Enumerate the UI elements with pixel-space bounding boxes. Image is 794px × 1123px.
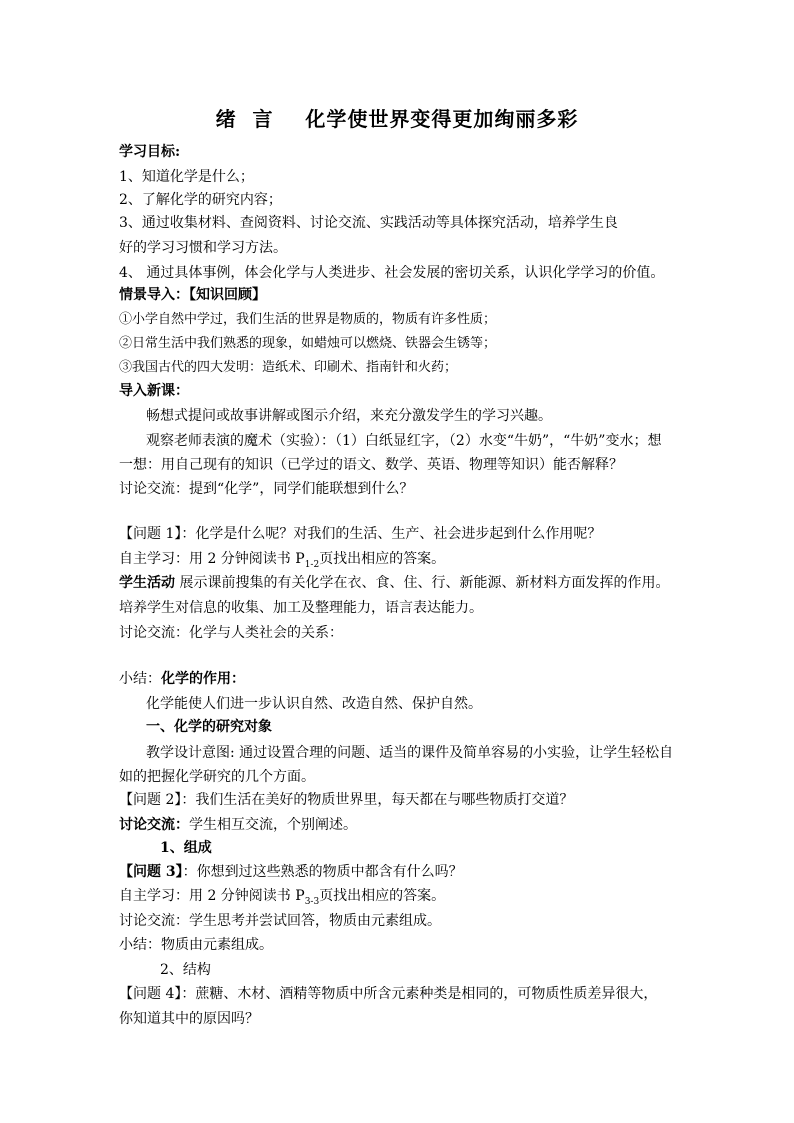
- scene-heading: 情景导入：【知识回顾】: [119, 287, 266, 303]
- review-item: ②日常生活中我们熟悉的现象，如蜡烛可以燃烧、铁器会生锈等；: [119, 336, 497, 351]
- q3-discussion: 讨论交流：学生思考并尝试回答，物质由元素组成。: [119, 913, 441, 929]
- goal-item: 好的学习习惯和学习方法。: [119, 240, 287, 256]
- page-range: 1-2: [304, 559, 320, 570]
- goal-item: 3、通过收集材料、查阅资料、讨论交流、实践活动等具体探究活动，培养学生良: [119, 215, 618, 231]
- q2-discussion: 讨论交流：学生相互交流，个别阐述。: [119, 817, 357, 833]
- document-title: 绪 言 化学使世界变得更加绚丽多彩: [215, 107, 579, 131]
- q1-discussion: 讨论交流：化学与人类社会的关系：: [119, 625, 343, 641]
- intro-paragraph: 一想：用自己现有的知识（已学过的语文、数学、英语、物理等知识）能否解释？: [119, 457, 623, 473]
- q3-summary: 小结：物质由元素组成。: [119, 937, 273, 953]
- question-2: 【问题 2】：我们生活在美好的物质世界里，每天都在与哪些物质打交道？: [119, 792, 574, 808]
- question-1: 【问题 1】：化学是什么呢？对我们的生活、生产、社会进步起到什么作用呢？: [119, 526, 602, 542]
- summary-text: 化学能使人们进一步认识自然、改造自然、保护自然。: [146, 696, 482, 712]
- review-item: ①小学自然中学过，我们生活的世界是物质的，物质有许多性质；: [119, 312, 497, 327]
- goal-item: 2、了解化学的研究内容；: [119, 192, 282, 208]
- self-study: 自主学习：用 2 分钟阅读书 $P_{1-2}$页找出相应的答案。: [119, 551, 446, 570]
- student-activity: 学生活动 展示课前搜集的有关化学在衣、食、住、行、新能源、新材料方面发挥的作用。: [119, 575, 670, 591]
- question-3: 【问题 3】：你想到过这些熟悉的物质中都含有什么吗？: [119, 864, 463, 880]
- page-range: 3-3: [304, 896, 320, 907]
- question-4: 【问题 4】：蔗糖、木材、酒精等物质中所含元素种类是相同的，可物质性质差异很大，: [119, 986, 658, 1002]
- self-study: 自主学习：用 2 分钟阅读书 $P_{3-3}$页找出相应的答案。: [119, 888, 446, 907]
- intro-paragraph: 畅想式提问或故事讲解或图示介绍，来充分激发学生的学习兴趣。: [146, 408, 552, 424]
- intro-heading: 导入新课：: [119, 383, 189, 399]
- student-activity: 培养学生对信息的收集、加工及整理能力，语言表达能力。: [119, 600, 483, 616]
- design-intent: 如的把握化学研究的几个方面。: [119, 769, 315, 785]
- question-4: 你知道其中的原因吗？: [119, 1011, 259, 1027]
- intro-discussion: 讨论交流：提到“化学”，同学们能联想到什么？: [119, 481, 414, 497]
- goal-item: 4、 通过具体事例，体会化学与人类进步、社会发展的密切关系，认识化学学习的价值。: [119, 265, 665, 281]
- student-activity-label: 学生活动: [119, 575, 175, 591]
- review-item: ③我国古代的四大发明：造纸术、印刷术、指南针和火药；: [119, 360, 458, 375]
- section-heading: 一、化学的研究对象: [146, 719, 272, 735]
- summary-heading: 小结：化学的作用：: [119, 671, 245, 687]
- subsection-heading: 1、组成: [160, 840, 212, 856]
- goals-heading: 学习目标:: [119, 144, 181, 160]
- goal-item: 1、知道化学是什么；: [119, 169, 254, 185]
- subsection-heading: 2、结构: [160, 962, 211, 978]
- intro-paragraph: 观察老师表演的魔术（实验）：（1）白纸显红字，（2）水变“牛奶”，“牛奶”变水；想: [146, 433, 662, 449]
- design-intent: 教学设计意图: 通过设置合理的问题、适当的课件及简单容易的小实验，让学生轻松自: [146, 745, 674, 761]
